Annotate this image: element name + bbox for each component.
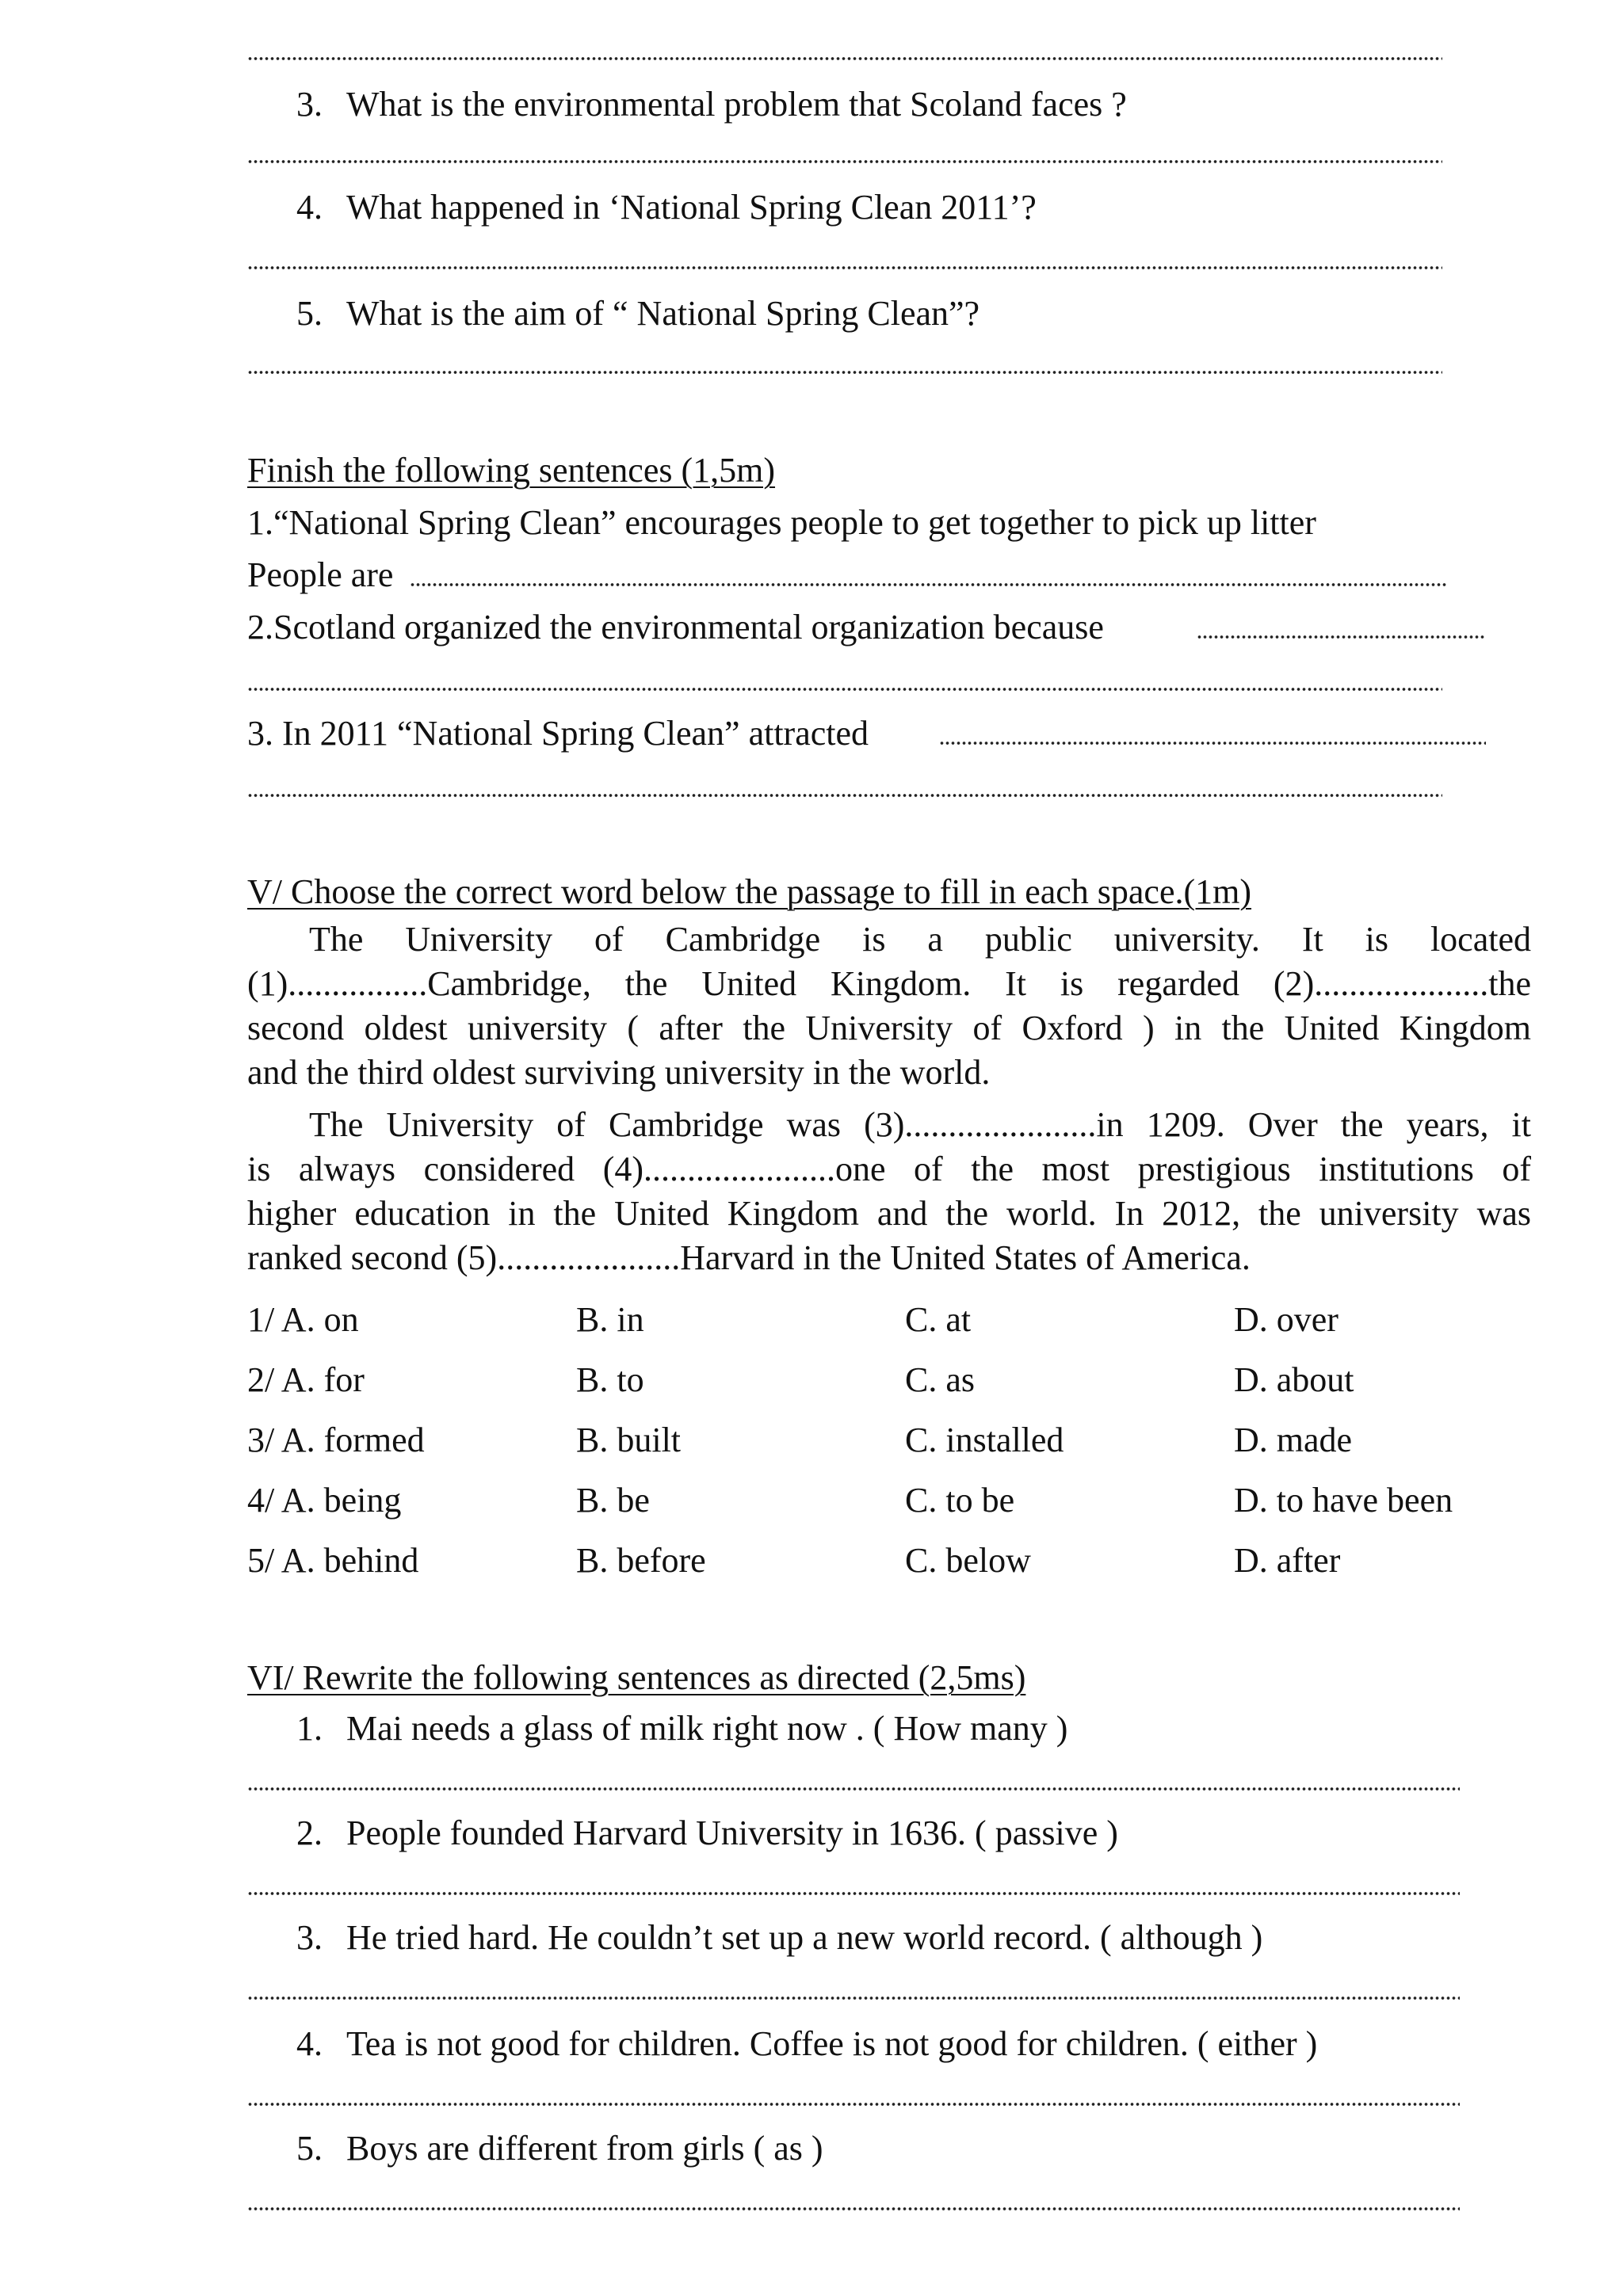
option-c[interactable]: C. as bbox=[905, 1360, 975, 1399]
passage-line: ranked second (5).....................Harvard in the United States of America. bbox=[247, 1238, 1251, 1277]
answer-line[interactable] bbox=[247, 55, 1442, 62]
item-number: 4. bbox=[296, 2024, 323, 2063]
passage-line: second oldest university ( after the University of Oxford ) in the United Kingdom bbox=[247, 1009, 1531, 1047]
option-b[interactable]: B. built bbox=[576, 1421, 682, 1459]
question-number: 5. bbox=[296, 294, 323, 333]
option-d[interactable]: D. over bbox=[1234, 1300, 1338, 1339]
option-c[interactable]: C. at bbox=[905, 1300, 972, 1339]
item-number: 2. bbox=[296, 1814, 323, 1852]
option-b[interactable]: B. before bbox=[576, 1541, 706, 1580]
answer-line[interactable] bbox=[247, 1995, 1460, 2001]
option-b[interactable]: B. be bbox=[576, 1481, 650, 1520]
item-text: Boys are different from girls ( as ) bbox=[346, 2129, 823, 2168]
answer-line[interactable] bbox=[1197, 634, 1485, 640]
option-a[interactable]: 1/ A. on bbox=[247, 1300, 359, 1339]
question-text: What is the environmental problem that Scoland faces ? bbox=[346, 85, 1127, 124]
item-text: Mai needs a glass of milk right now . ( How many ) bbox=[346, 1709, 1068, 1748]
option-a[interactable]: 4/ A. being bbox=[247, 1481, 402, 1520]
question-number: 3. bbox=[296, 85, 323, 124]
item-number: 5. bbox=[296, 2129, 323, 2168]
option-c[interactable]: C. below bbox=[905, 1541, 1031, 1580]
sentence-prompt: People are bbox=[247, 555, 394, 594]
answer-line[interactable] bbox=[939, 740, 1486, 746]
section-heading: VI/ Rewrite the following sentences as directed (2,5ms) bbox=[247, 1658, 1026, 1697]
answer-line[interactable] bbox=[410, 582, 1446, 588]
question-number: 4. bbox=[296, 188, 323, 227]
answer-line[interactable] bbox=[247, 792, 1442, 799]
sentence-prompt: 3. In 2011 “National Spring Clean” attracted bbox=[247, 714, 869, 753]
question-text: What is the aim of “ National Spring Clean”? bbox=[346, 294, 980, 333]
option-a[interactable]: 2/ A. for bbox=[247, 1360, 365, 1399]
option-c[interactable]: C. to be bbox=[905, 1481, 1015, 1520]
option-a[interactable]: 5/ A. behind bbox=[247, 1541, 419, 1580]
option-d[interactable]: D. after bbox=[1234, 1541, 1341, 1580]
option-d[interactable]: D. to have been bbox=[1234, 1481, 1453, 1520]
question-text: What happened in ‘National Spring Clean 2011’? bbox=[346, 188, 1037, 227]
item-number: 1. bbox=[296, 1709, 323, 1748]
item-text: People founded Harvard University in 1636. ( passive ) bbox=[346, 1814, 1118, 1852]
answer-line[interactable] bbox=[247, 1786, 1460, 1792]
passage-line: higher education in the United Kingdom and the world. In 2012, the university was bbox=[247, 1194, 1531, 1233]
answer-line[interactable] bbox=[247, 2206, 1460, 2212]
option-d[interactable]: D. made bbox=[1234, 1421, 1353, 1459]
option-b[interactable]: B. to bbox=[576, 1360, 644, 1399]
passage-line: The University of Cambridge is a public university. It is located bbox=[309, 920, 1531, 959]
item-text: Tea is not good for children. Coffee is not good for children. ( either ) bbox=[346, 2024, 1318, 2063]
passage-line: (1)................Cambridge, the United Kingdom. It is regarded (2)....................the bbox=[247, 964, 1531, 1003]
passage-line: is always considered (4)......................one of the most prestigious institutions of bbox=[247, 1150, 1531, 1188]
answer-line[interactable] bbox=[247, 265, 1442, 271]
passage-paragraph bbox=[247, 1103, 1531, 1280]
item-number: 3. bbox=[296, 1918, 323, 1957]
sentence-prompt: 1.“National Spring Clean” encourages people to get together to pick up litter bbox=[247, 503, 1316, 542]
section-heading: V/ Choose the correct word below the passage to fill in each space.(1m) bbox=[247, 872, 1252, 911]
item-text: He tried hard. He couldn’t set up a new world record. ( although ) bbox=[346, 1918, 1263, 1957]
passage-paragraph bbox=[247, 917, 1531, 1095]
option-b[interactable]: B. in bbox=[576, 1300, 644, 1339]
passage-line: and the third oldest surviving university in the world. bbox=[247, 1053, 991, 1092]
answer-line[interactable] bbox=[247, 1890, 1460, 1897]
passage-line: The University of Cambridge was (3)......................in 1209. Over the years, it bbox=[309, 1105, 1531, 1144]
section-heading: Finish the following sentences (1,5m) bbox=[247, 451, 776, 490]
answer-line[interactable] bbox=[247, 2101, 1460, 2107]
sentence-prompt: 2.Scotland organized the environmental organization because bbox=[247, 608, 1104, 646]
option-a[interactable]: 3/ A. formed bbox=[247, 1421, 425, 1459]
answer-line[interactable] bbox=[247, 686, 1442, 692]
option-d[interactable]: D. about bbox=[1234, 1360, 1354, 1399]
answer-line[interactable] bbox=[247, 369, 1442, 376]
answer-line[interactable] bbox=[247, 158, 1442, 165]
option-c[interactable]: C. installed bbox=[905, 1421, 1064, 1459]
